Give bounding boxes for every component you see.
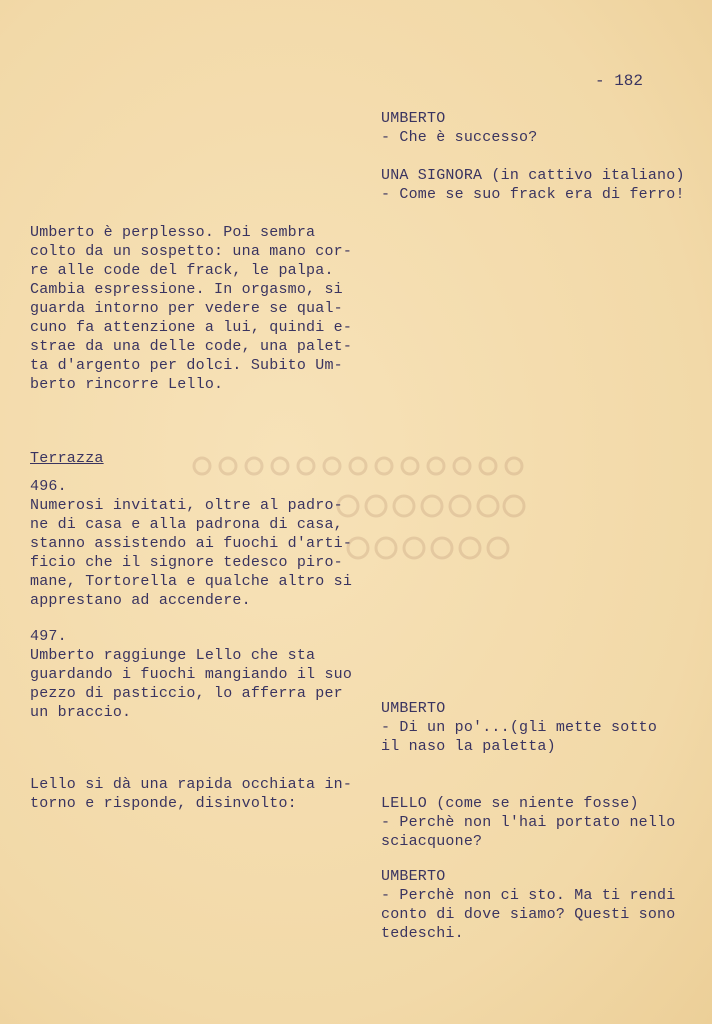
speaker-signora: UNA SIGNORA (in cattivo italiano) (381, 167, 685, 184)
dialogue-line: il naso la paletta) (381, 738, 556, 755)
script-page: - 182 UMBERTO - Che è successo? UNA SIGNORA (in cattivo italiano) - Come se suo frack era di ferro! Umberto è perplesso. Poi sembra colto da un sospetto: una mano cor- re alle code del frack, le palpa. Cambia espressione. In orgasmo, si guarda intorno per vedere se qual- cuno fa attenzione a lui, quindi e- strae da una delle code, una palet- ta d'argento per dolci. Subito Um- berto rincorre Lello. Terrazza 496. Numerosi invitati, oltre al padro- ne di casa e alla padrona di casa, stanno assistendo ai fuochi d'arti- ficio che il signore tedesco piro- mane, Tortorella e qualche altro si apprestano ad accendere. 497. Umberto raggiunge Lello che sta guardando i fuochi mangiando il suo pezzo di pasticcio, lo afferra per un braccio. UMBERTO - Di un po'...(gli mette sotto il naso la paletta) Lello si dà una rapida occhiata in- torno e risponde, disinvolto: LELLO (come se niente fosse) - Perchè non l'hai portato nello sciacquone? UMBERTO - Perchè non ci sto. Ma ti rendi conto di dove siamo? Questi sono tedeschi. (0, 0, 712, 1024)
dialogue-line: - Perchè non ci sto. Ma ti rendi (381, 887, 676, 904)
dialogue-line: - Come se suo frack era di ferro! (381, 186, 685, 203)
speaker-lello: LELLO (come se niente fosse) (381, 795, 639, 812)
shot-number-497: 497. (30, 628, 67, 645)
page-number: - 182 (595, 72, 644, 90)
dialogue-line: tedeschi. (381, 925, 464, 942)
speaker-umberto-1: UMBERTO (381, 110, 446, 127)
dialogue-line: - Che è successo? (381, 129, 538, 146)
dialogue-line: - Di un po'...(gli mette sotto (381, 719, 658, 736)
dialogue-line: conto di dove siamo? Questi sono (381, 906, 676, 923)
shot-number-496: 496. (30, 478, 67, 495)
speaker-umberto-2: UMBERTO (381, 700, 446, 717)
dialogue-line: sciacquone? (381, 833, 483, 850)
dialogue-line: - Perchè non l'hai portato nello (381, 814, 676, 831)
scene-heading: Terrazza (30, 450, 104, 467)
speaker-umberto-3: UMBERTO (381, 868, 446, 885)
